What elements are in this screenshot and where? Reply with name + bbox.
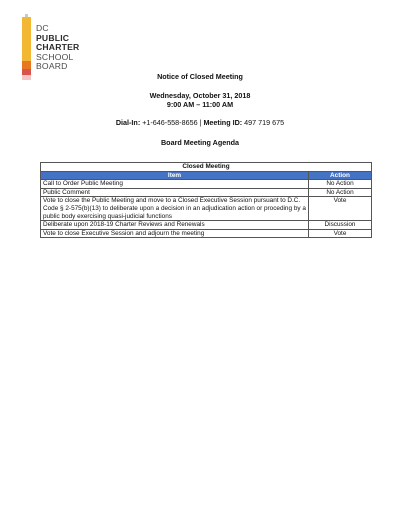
- column-header-item: Item: [41, 171, 309, 180]
- logo-line-dc: DC: [36, 23, 49, 33]
- agenda-item: Vote to close Executive Session and adjourn the meeting: [41, 229, 309, 238]
- agenda-action: No Action: [309, 180, 372, 189]
- agenda-action: Discussion: [309, 221, 372, 230]
- agenda-item: Public Comment: [41, 188, 309, 197]
- logo-line-board: BOARD: [36, 61, 68, 72]
- table-caption: Closed Meeting: [41, 163, 372, 172]
- agenda-item: Vote to close the Public Meeting and move to a Closed Executive Session pursuant to D.C. Code § 2-575(b)(13) to deliberate upon a decision in an adjudication action or proceding by a public body exercising quasi-judicial functions: [41, 197, 309, 221]
- agenda-title: Board Meeting Agenda: [160, 138, 239, 147]
- agenda-table: [40, 162, 372, 238]
- meeting-time: 9:00 AM – 11:00 AM: [166, 100, 234, 109]
- agenda-action: Vote: [309, 229, 372, 238]
- agenda-item: Call to Order Public Meeting: [41, 180, 309, 189]
- logo-line-charter: CHARTER: [36, 42, 80, 53]
- table-row: [41, 221, 372, 230]
- table-caption-row: [41, 163, 372, 172]
- dialin-label: Dial-In:: [115, 118, 141, 127]
- table-row: [41, 188, 372, 197]
- meeting-id-label: Meeting ID:: [203, 118, 243, 127]
- pencil-logo-icon: [22, 14, 31, 80]
- table-row: [41, 180, 372, 189]
- meeting-id-value: 497 719 675: [242, 118, 285, 127]
- table-row: [41, 229, 372, 238]
- logo-line-school: SCHOOL: [36, 51, 74, 62]
- dialin-line: [0, 118, 400, 127]
- agenda-item: Deliberate upon 2018-19 Charter Reviews and Renewals: [41, 221, 309, 230]
- agenda-action: Vote: [309, 197, 372, 221]
- logo-line-public: PUBLIC: [36, 32, 70, 43]
- column-header-action: Action: [309, 171, 372, 180]
- meeting-date: Wednesday, October 31, 2018: [149, 91, 251, 100]
- logo-wordmark: [36, 24, 79, 72]
- table-row: [41, 197, 372, 221]
- dialin-number: +1-646-558-8656 |: [140, 118, 204, 127]
- agenda-action: No Action: [309, 188, 372, 197]
- notice-title: Notice of Closed Meeting: [157, 72, 243, 81]
- table-header-row: [41, 171, 372, 180]
